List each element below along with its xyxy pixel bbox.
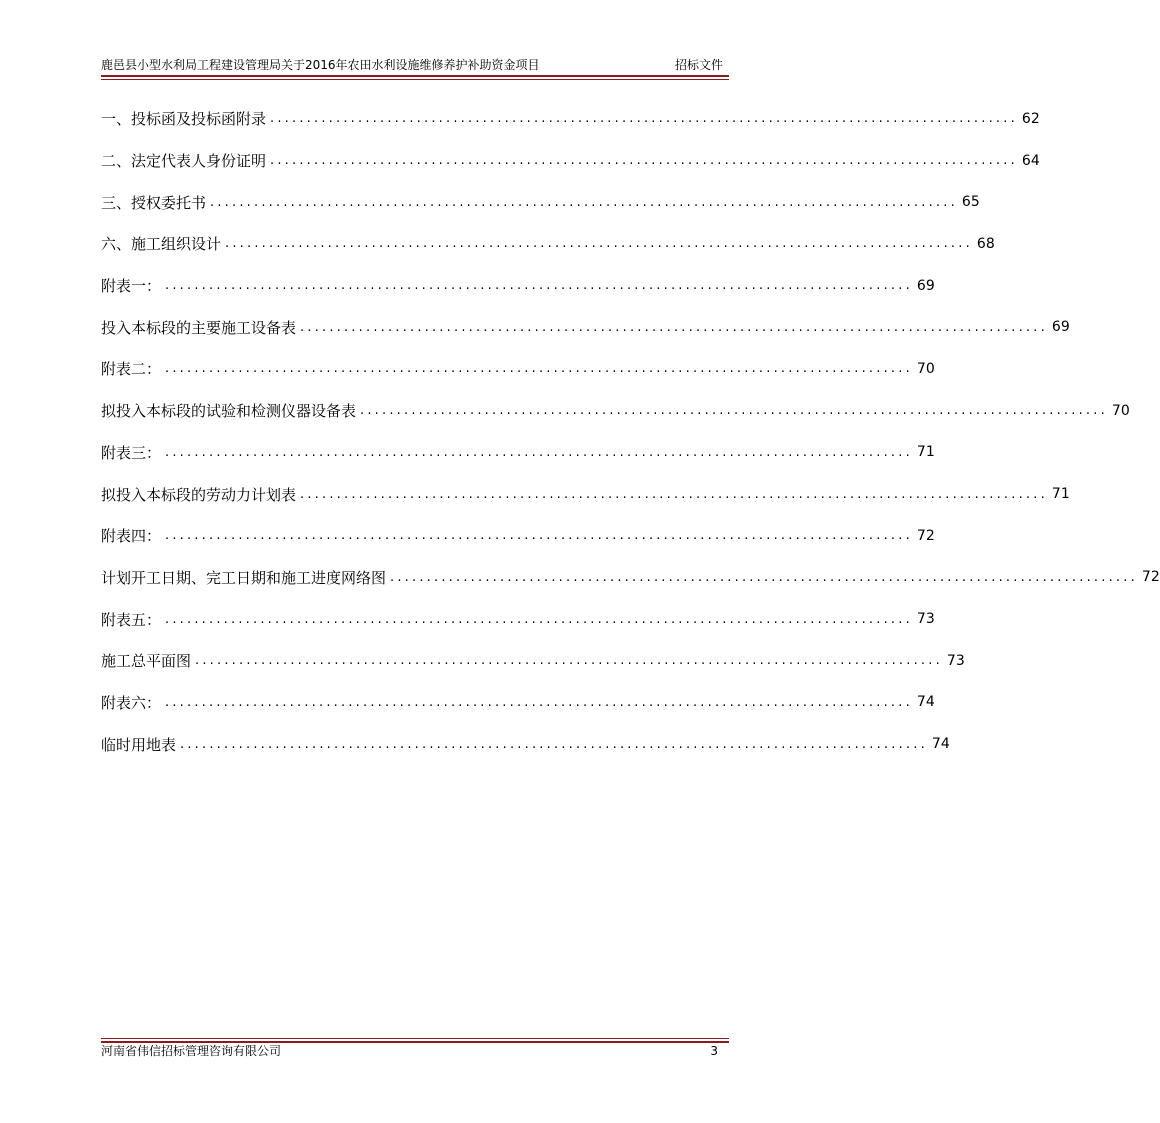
toc-entry-page: 72 (1141, 569, 1160, 586)
toc-entry-title: 三、授权委托书 (101, 193, 207, 212)
toc-leader-dots: ...................................................................................................... (210, 194, 958, 210)
toc-entry[interactable] (101, 682, 935, 724)
toc-entry[interactable] (101, 473, 1070, 515)
toc-entry-page: 70 (1111, 402, 1130, 419)
toc-entry-title: 六、施工组织设计 (101, 235, 222, 254)
toc-entry-title: 投入本标段的主要施工设备表 (101, 318, 297, 337)
toc-leader-dots: ...................................................................................................... (180, 736, 928, 752)
toc-entry[interactable] (101, 223, 995, 265)
toc-leader-dots: ...................................................................................................... (165, 694, 913, 710)
toc-entry-title: 一、投标函及投标函附录 (101, 110, 267, 129)
header-rule (101, 75, 729, 77)
toc-entry[interactable] (101, 432, 935, 474)
toc-leader-dots: ...................................................................................................... (390, 569, 1138, 585)
toc-leader-dots: ...................................................................................................... (225, 236, 973, 252)
toc-entry[interactable] (101, 515, 935, 557)
toc-leader-dots: ...................................................................................................... (165, 444, 913, 460)
toc-entry-title: 拟投入本标段的试验和检测仪器设备表 (101, 402, 357, 421)
toc-leader-dots: ...................................................................................................... (195, 653, 943, 669)
toc-entry-page: 69 (1051, 319, 1070, 336)
toc-entry-title: 附表一： (101, 277, 162, 296)
toc-entry[interactable] (101, 98, 1040, 140)
toc-leader-dots: ...................................................................................................... (165, 528, 913, 544)
toc-entry-title: 拟投入本标段的劳动力计划表 (101, 485, 297, 504)
toc-entry-page: 72 (916, 527, 935, 544)
toc-leader-dots: ...................................................................................................... (270, 153, 1018, 169)
toc-entry-title: 二、法定代表人身份证明 (101, 152, 267, 171)
toc-entry[interactable] (101, 181, 980, 223)
toc-entry-title: 临时用地表 (101, 735, 177, 754)
page-header (101, 56, 729, 76)
toc-entry[interactable] (101, 306, 1070, 348)
header-rule-thin (101, 79, 729, 80)
toc-leader-dots: ...................................................................................................... (165, 361, 913, 377)
toc-entry-page: 74 (916, 694, 935, 711)
toc-entry[interactable] (101, 265, 935, 307)
header-doc-type: 招标文件 (674, 58, 723, 72)
toc-leader-dots: ...................................................................................................... (300, 319, 1048, 335)
footer-company: 河南省伟信招标管理咨询有限公司 (101, 1044, 282, 1058)
toc-entry[interactable] (101, 640, 965, 682)
header-project-title: 鹿邑县小型水利局工程建设管理局关于2016年农田水利设施维修养护补助资金项目 (101, 58, 540, 72)
toc-leader-dots: ...................................................................................................... (165, 611, 913, 627)
toc-entry-page: 62 (1021, 110, 1040, 127)
toc-entry-page: 70 (916, 360, 935, 377)
footer-rule-thin (101, 1038, 729, 1039)
toc-entry-page: 73 (916, 611, 935, 628)
toc-entry[interactable] (101, 348, 935, 390)
footer-page-number: 3 (710, 1044, 718, 1058)
toc-entry-page: 71 (916, 444, 935, 461)
toc-entry-page: 71 (1051, 486, 1070, 503)
toc-entry-page: 69 (916, 277, 935, 294)
toc-entry-page: 68 (976, 235, 995, 252)
toc-entry[interactable] (101, 140, 1040, 182)
toc-leader-dots: ...................................................................................................... (270, 111, 1018, 127)
toc-entry-page: 73 (946, 652, 965, 669)
toc-leader-dots: ...................................................................................................... (300, 486, 1048, 502)
toc-leader-dots: ...................................................................................................... (360, 403, 1108, 419)
table-of-contents (101, 98, 1160, 765)
toc-entry-title: 施工总平面图 (101, 652, 192, 671)
toc-entry[interactable] (101, 723, 950, 765)
toc-entry-title: 附表五： (101, 610, 162, 629)
toc-entry-title: 附表四： (101, 527, 162, 546)
page-footer (101, 1043, 722, 1059)
toc-entry-page: 64 (1021, 152, 1040, 169)
toc-entry[interactable] (101, 390, 1130, 432)
toc-entry-title: 附表二： (101, 360, 162, 379)
toc-entry-page: 74 (931, 736, 950, 753)
toc-entry-page: 65 (961, 194, 980, 211)
toc-entry[interactable] (101, 598, 935, 640)
toc-entry-title: 附表六： (101, 693, 162, 712)
toc-entry[interactable] (101, 557, 1160, 599)
toc-leader-dots: ...................................................................................................... (165, 278, 913, 294)
toc-entry-title: 计划开工日期、完工日期和施工进度网络图 (101, 568, 387, 587)
toc-entry-title: 附表三： (101, 443, 162, 462)
